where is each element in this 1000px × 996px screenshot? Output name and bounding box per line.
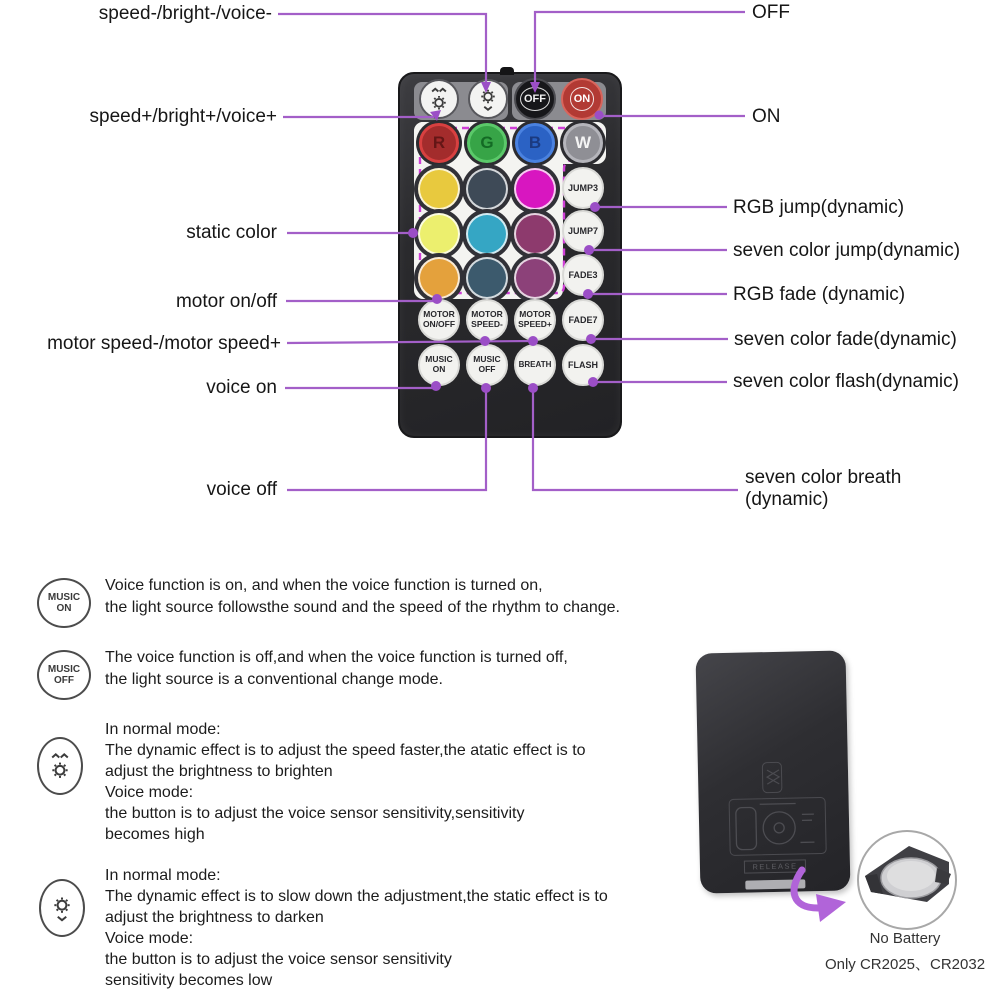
music-on-button[interactable] — [418, 344, 460, 386]
music-off-icon — [37, 650, 91, 700]
jump3-label: JUMP3 — [567, 182, 598, 193]
remote-control-back — [696, 650, 851, 893]
speed-minus-button[interactable] — [468, 79, 508, 119]
emboss-battery-diagram — [729, 797, 827, 856]
music-on-label2: ON — [432, 364, 446, 374]
exp3-line4: Voice mode: — [105, 784, 194, 801]
static-key-plum[interactable] — [514, 213, 556, 255]
static-key-yellow[interactable] — [418, 168, 460, 210]
motor-speed-minus-button[interactable] — [466, 299, 508, 341]
flash-label: FLASH — [568, 359, 598, 370]
motor-speed-plus-label2: SPEED+ — [518, 319, 552, 329]
exp4-line2: The dynamic effect is to slow down the adjustment,the static effect is to — [105, 888, 608, 905]
music-on-icon-text1: MUSIC — [47, 591, 81, 603]
on-button[interactable] — [561, 78, 603, 120]
fade7-label: FADE7 — [568, 314, 598, 325]
label-static-color: static color — [186, 222, 277, 243]
static-key-purple[interactable] — [514, 257, 556, 299]
static-key-charcoal[interactable] — [466, 168, 508, 210]
fade3-button[interactable] — [562, 254, 604, 296]
exp4-line6: sensitivity becomes low — [105, 972, 273, 989]
white-key-label: W — [574, 133, 592, 152]
label-off: OFF — [752, 2, 790, 23]
label-motor-onoff: motor on/off — [175, 291, 277, 312]
music-off-label1: MUSIC — [473, 354, 501, 365]
brightness-up-icon — [37, 737, 83, 795]
blue-key[interactable] — [515, 123, 555, 163]
off-button[interactable] — [514, 78, 556, 120]
battery-note-line2: Only CR2025、CR2032 — [824, 956, 986, 973]
brightness-up-icon — [424, 84, 454, 114]
label-seven-jump: seven color jump(dynamic) — [733, 240, 961, 261]
exp4-line1: In normal mode: — [105, 867, 221, 884]
exp4-line5: the button is to adjust the voice sensor sensitivity — [105, 951, 452, 968]
exp3-line1: In normal mode: — [105, 721, 221, 738]
breath-button[interactable] — [514, 344, 556, 386]
label-motor-speed: motor speed-/motor speed+ — [47, 333, 281, 354]
music-off-icon-text1: MUSIC — [47, 663, 81, 675]
exp2-line1: The voice function is off,and when the voice function is turned off, — [105, 649, 568, 666]
brightness-down-icon — [39, 879, 85, 937]
speed-plus-button[interactable] — [419, 79, 459, 119]
static-key-cyan[interactable] — [466, 213, 508, 255]
exp3-line2: The dynamic effect is to adjust the speed faster,the atatic effect is to — [105, 742, 586, 759]
ir-emitter — [500, 67, 514, 75]
static-key-orange[interactable] — [418, 257, 460, 299]
green-key-label: G — [480, 133, 494, 152]
fade7-button[interactable] — [562, 299, 604, 341]
static-key-magenta[interactable] — [514, 168, 556, 210]
static-key-steel-blue[interactable] — [466, 257, 508, 299]
exp1-line1: Voice function is on, and when the voice function is turned on, — [105, 577, 543, 594]
music-off-label2: OFF — [478, 364, 496, 374]
red-key[interactable] — [419, 123, 459, 163]
label-rgb-jump: RGB jump(dynamic) — [733, 197, 905, 218]
emboss-emblem — [762, 762, 783, 793]
jump7-label: JUMP7 — [567, 225, 598, 236]
green-key[interactable] — [467, 123, 507, 163]
motor-onoff-label1: MOTOR — [423, 309, 455, 320]
label-speed-minus: speed-/bright-/voice- — [98, 3, 272, 24]
fade3-label: FADE3 — [568, 269, 598, 280]
battery-note-line1: No Battery — [869, 930, 941, 947]
label-speed-plus: speed+/bright+/voice+ — [89, 106, 277, 127]
motor-onoff-label2: ON/OFF — [422, 319, 456, 329]
label-seven-breath — [745, 467, 901, 511]
label-voice-on: voice on — [206, 377, 277, 398]
white-key[interactable] — [563, 123, 603, 163]
motor-speed-minus-label1: MOTOR — [471, 309, 503, 320]
exp3-line3: adjust the brightness to brighten — [105, 763, 333, 780]
label-voice-off: voice off — [206, 479, 277, 500]
motor-speed-plus-label1: MOTOR — [519, 309, 551, 320]
battery-inset-photo — [857, 830, 957, 930]
exp1-line2: the light source followsthe sound and the speed of the rhythm to change. — [105, 599, 620, 616]
motor-speed-minus-label2: SPEED- — [471, 319, 503, 329]
music-on-label1: MUSIC — [425, 354, 453, 365]
red-key-label: R — [432, 133, 446, 152]
music-off-icon-text2: OFF — [54, 675, 74, 686]
blue-key-label: B — [528, 133, 542, 152]
exp4-line3: adjust the brightness to darken — [105, 909, 324, 926]
brightness-down-icon — [473, 84, 503, 114]
breath-label: BREATH — [518, 360, 552, 370]
jump7-button[interactable] — [562, 210, 604, 252]
flash-button[interactable] — [562, 344, 604, 386]
remote-control-front — [398, 72, 622, 438]
label-seven-fade: seven color fade(dynamic) — [734, 329, 957, 350]
label-seven-breath-line2: (dynamic) — [745, 489, 829, 510]
battery-slot — [745, 879, 805, 889]
label-on: ON — [752, 106, 781, 127]
on-button-label: ON — [570, 87, 595, 111]
exp4-line4: Voice mode: — [105, 930, 194, 947]
coin-cell-icon — [859, 832, 955, 928]
motor-onoff-button[interactable] — [418, 299, 460, 341]
label-seven-flash: seven color flash(dynamic) — [733, 371, 959, 392]
release-latch: RELEASE — [744, 859, 806, 873]
exp3-line6: becomes high — [105, 826, 205, 843]
motor-speed-plus-button[interactable] — [514, 299, 556, 341]
music-on-icon-text2: ON — [56, 603, 72, 614]
music-on-icon — [37, 578, 91, 628]
label-seven-breath-line1: seven color breath — [745, 467, 902, 488]
off-button-label: OFF — [520, 87, 550, 111]
exp2-line2: the light source is a conventional change mode. — [105, 671, 443, 688]
music-off-button[interactable] — [466, 344, 508, 386]
label-rgb-fade: RGB fade (dynamic) — [733, 284, 906, 305]
exp3-line5: the button is to adjust the voice sensor sensitivity,sensitivity — [105, 805, 525, 822]
static-key-pale-yellow[interactable] — [418, 213, 460, 255]
jump3-button[interactable] — [562, 167, 604, 209]
